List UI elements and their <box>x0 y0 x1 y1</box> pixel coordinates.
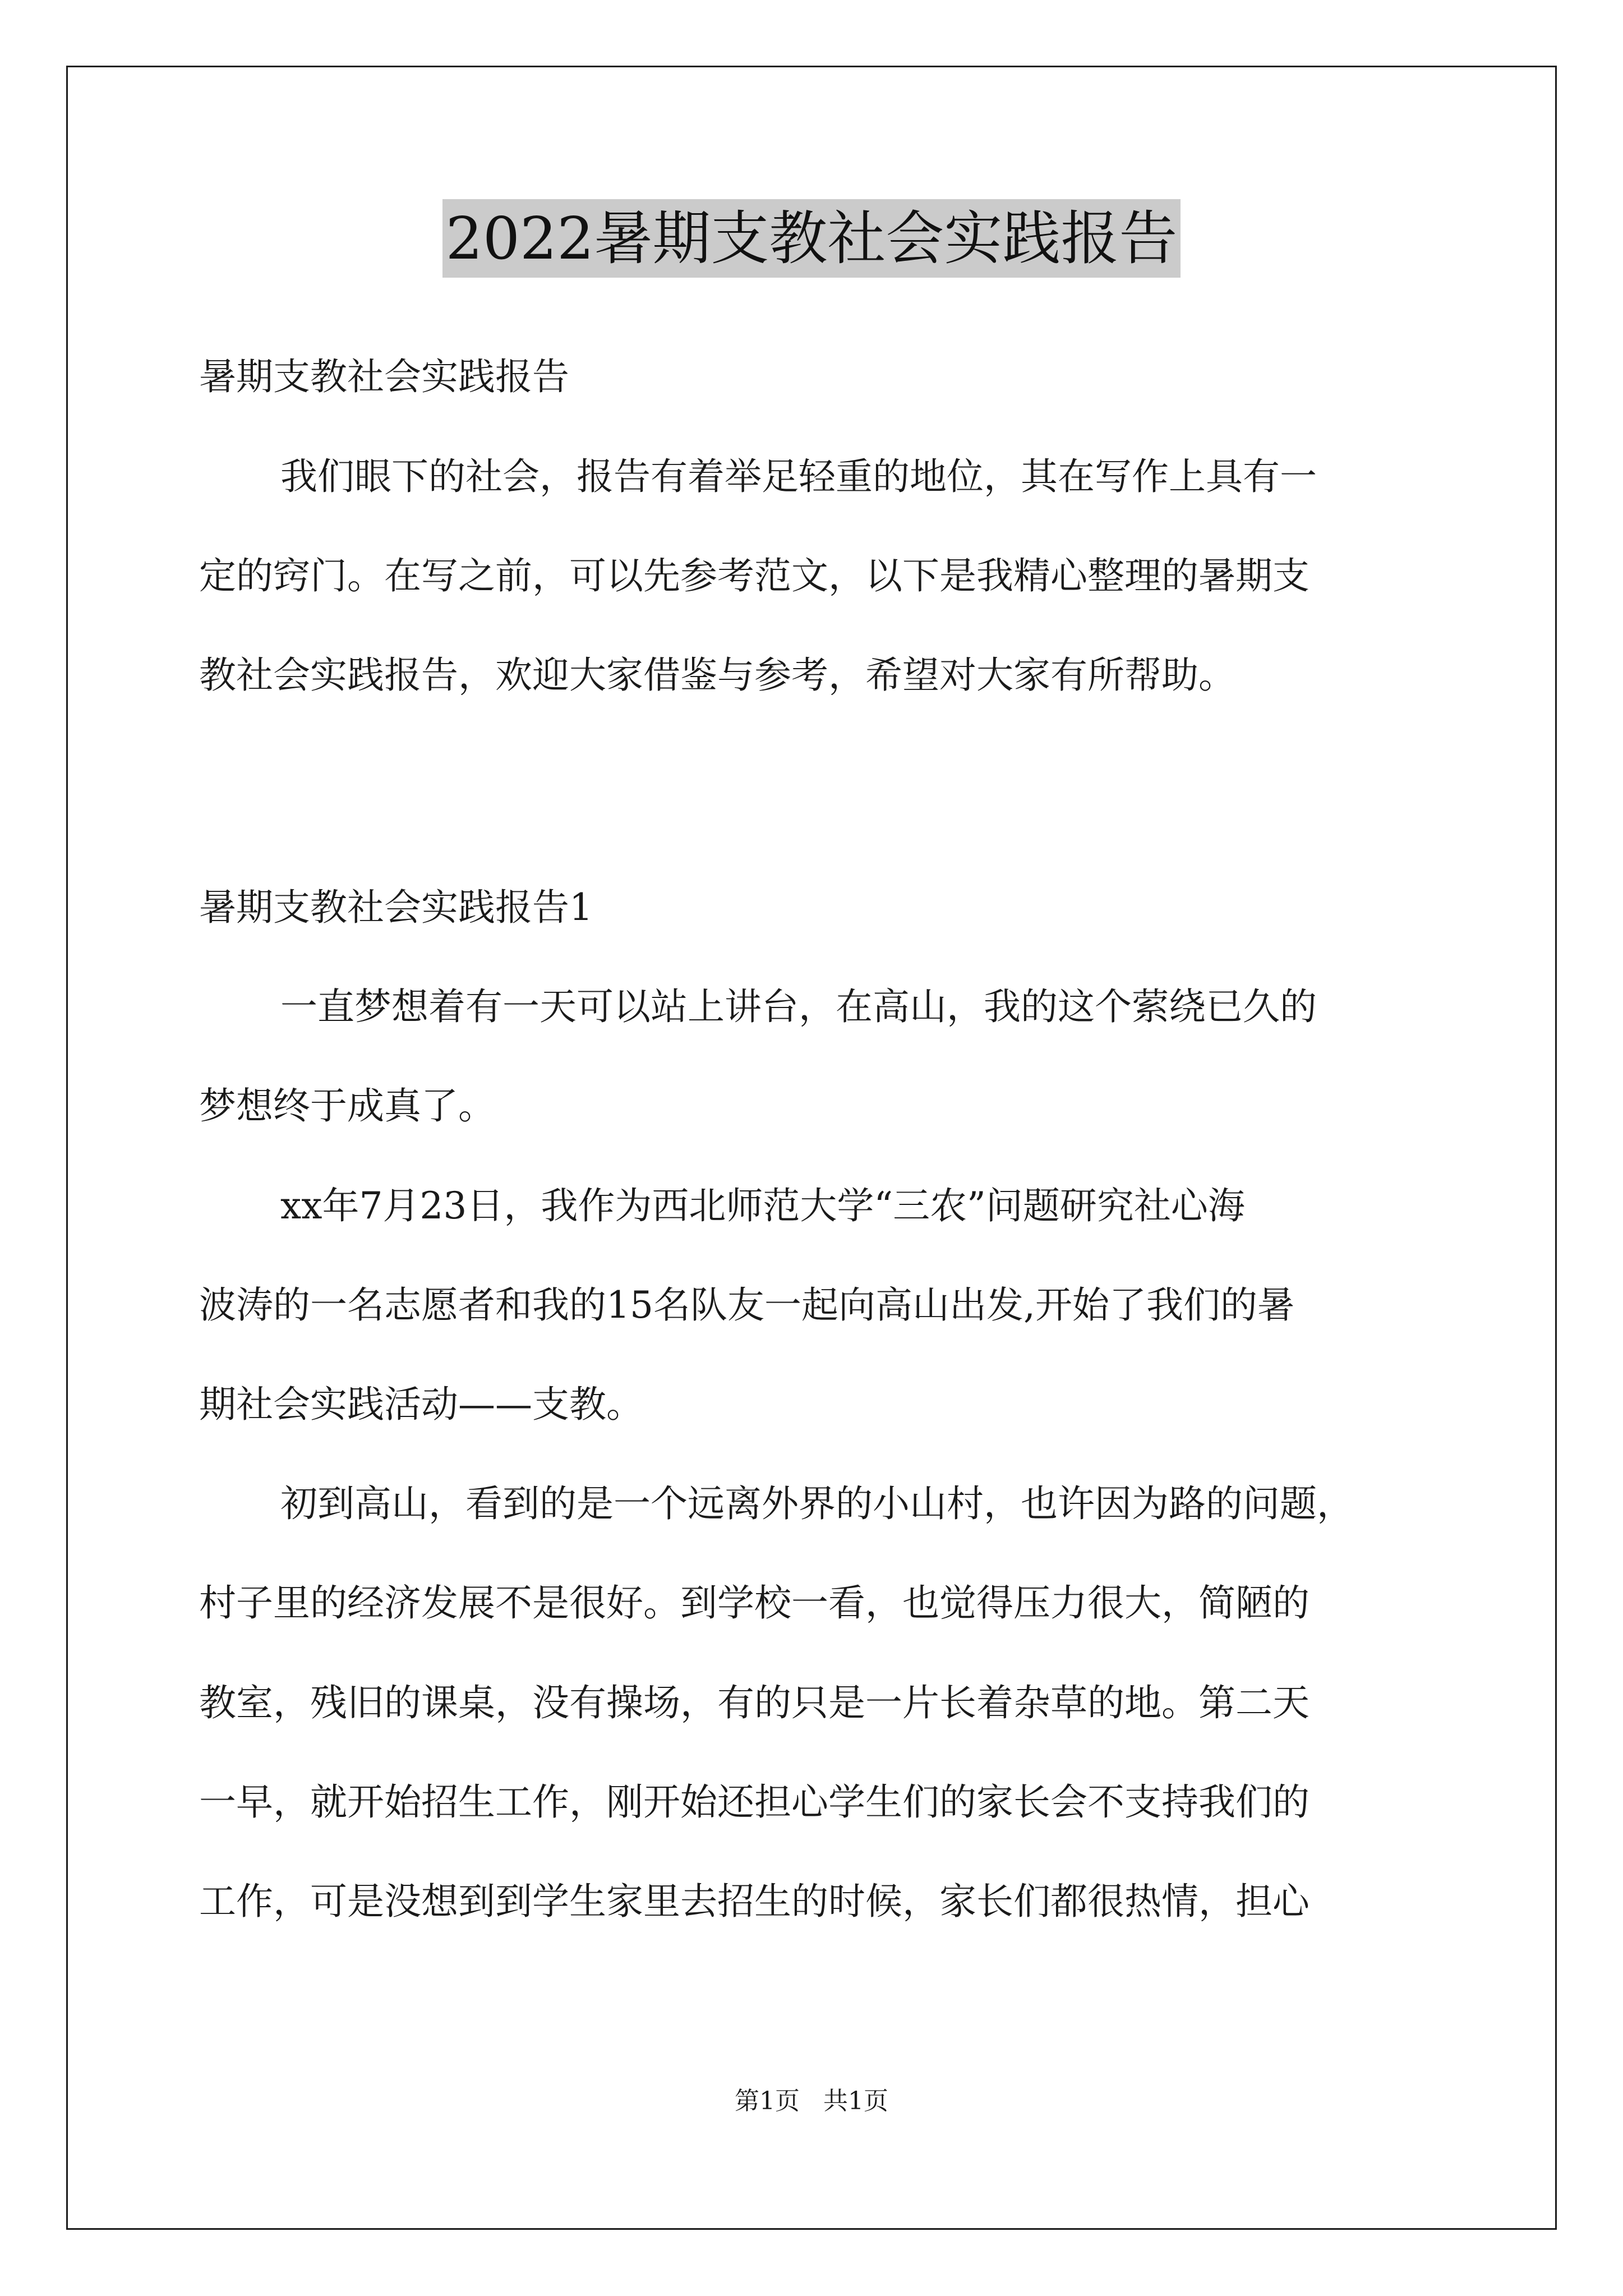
section-heading: 暑期支教社会实践报告1 <box>199 886 593 929</box>
paragraph-line: 梦想终于成真了。 <box>199 1084 495 1128</box>
paragraph-line: 期社会实践活动——支教。 <box>199 1383 643 1426</box>
paragraph-line: 教社会实践报告，欢迎大家借鉴与参考，希望对大家有所帮助。 <box>199 654 1235 697</box>
paragraph-line: 定的窍门。在写之前，可以先参考范文，以下是我精心整理的暑期支 <box>199 554 1310 597</box>
paragraph-line: 一直梦想着有一天可以站上讲台，在高山，我的这个萦绕已久的 <box>280 985 1317 1028</box>
document-title: 2022暑期支教社会实践报告 <box>442 199 1181 278</box>
paragraph-line: 一早，就开始招生工作，刚开始还担心学生们的家长会不支持我们的 <box>199 1780 1310 1824</box>
section-heading: 暑期支教社会实践报告 <box>199 355 569 398</box>
paragraph-line: 初到高山，看到的是一个远离外界的小山村，也许因为路的问题， <box>280 1482 1354 1525</box>
page-number: 第1页 共1页 <box>735 2087 888 2115</box>
paragraph-line: 波涛的一名志愿者和我的15名队友一起向高山出发,开始了我们的暑 <box>199 1283 1294 1327</box>
paragraph-line: xx年7月23日，我作为西北师范大学“三农”问题研究社心海 <box>280 1184 1245 1227</box>
paragraph-line: 村子里的经济发展不是很好。到学校一看，也觉得压力很大，简陋的 <box>199 1581 1310 1625</box>
paragraph-line: 工作，可是没想到到学生家里去招生的时候，家长们都很热情，担心 <box>199 1880 1310 1923</box>
title-block <box>0 199 1623 278</box>
paragraph-line: 教室，残旧的课桌，没有操场，有的只是一片长着杂草的地。第二天 <box>199 1681 1310 1724</box>
paragraph-line: 我们眼下的社会，报告有着举足轻重的地位，其在写作上具有一 <box>280 455 1317 498</box>
